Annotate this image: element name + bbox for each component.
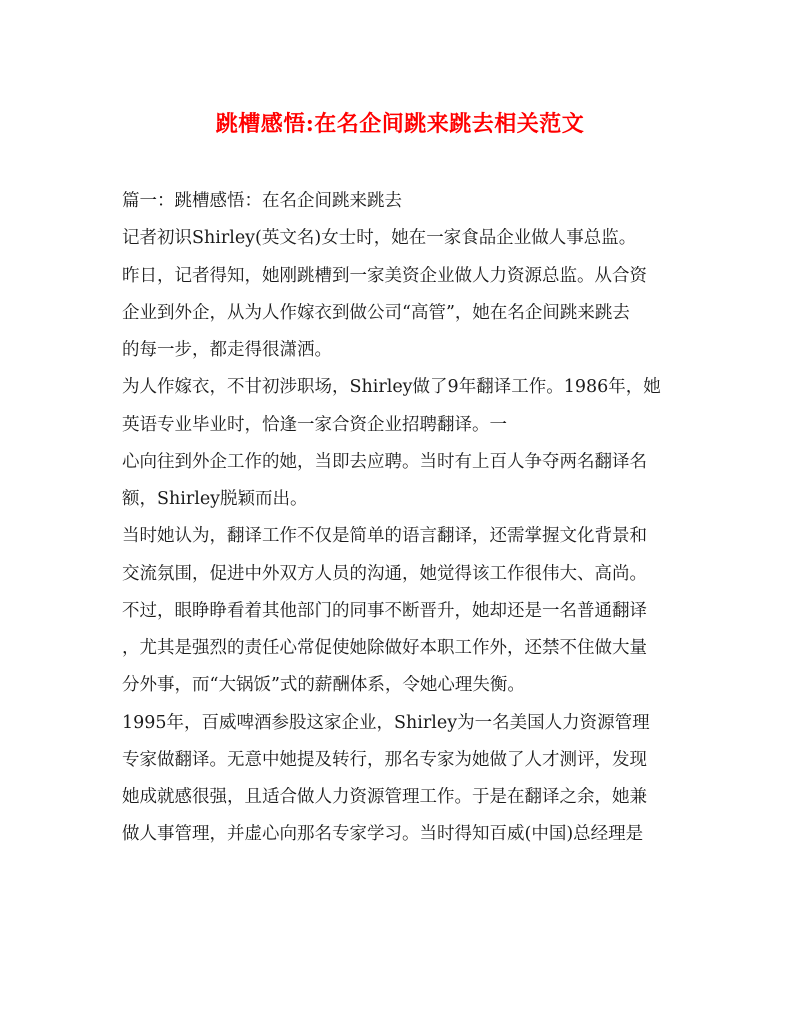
body-line: 做人事管理，并虚心向那名专家学习。当时得知百威(中国)总经理是 xyxy=(122,824,644,845)
body-line: 心向往到外企工作的她，当即去应聘。当时有上百人争夺两名翻译名 xyxy=(122,451,647,472)
body-line: 英语专业毕业时，恰逢一家合资企业招聘翻译。一 xyxy=(122,414,507,435)
body-line: 她成就感很强，且适合做人力资源管理工作。于是在翻译之余，她兼 xyxy=(122,787,647,807)
body-line: 1995年，百威啤酒参股这家企业，Shirley为一名美国人力资源管理 xyxy=(122,712,650,733)
body-line: 当时她认为，翻译工作不仅是简单的语言翻译，还需掌握文化背景和 xyxy=(122,526,647,547)
body-line: ，尤其是强烈的责任心常促使她除做好本职工作外，还禁不住做大量 xyxy=(122,638,647,658)
body-line: 不过，眼睁睁看着其他部门的同事不断晋升，她却还是一名普通翻译 xyxy=(122,600,647,621)
body-line: 的每一步，都走得很潇洒。 xyxy=(122,340,332,360)
document-title: 跳槽感悟:在名企间跳来跳去相关范文 xyxy=(215,111,585,137)
body-line: 记者初识Shirley(英文名)女士时，她在一家食品企业做人事总监。 xyxy=(122,228,637,249)
body-line: 昨日，记者得知，她刚跳槽到一家美资企业做人力资源总监。从合资 xyxy=(122,265,647,286)
document-body xyxy=(122,183,682,854)
body-line: 专家做翻译。无意中她提及转行，那名专家为她做了人才测评，发现 xyxy=(122,749,647,770)
body-line: 交流氛围，促进中外双方人员的沟通，她觉得该工作很伟大、高尚。 xyxy=(122,563,647,584)
body-line: 为人作嫁衣，不甘初涉职场，Shirley做了9年翻译工作。1986年，她 xyxy=(122,377,661,398)
body-line: 篇一：跳槽感悟：在名企间跳来跳去 xyxy=(122,191,402,211)
body-line: 额，Shirley脱颖而出。 xyxy=(122,489,308,509)
body-line: 企业到外企，从为人作嫁衣到做公司“高管”，她在名企间跳来跳去 xyxy=(122,302,630,323)
body-line: 分外事，而“大锅饭”式的薪酬体系，令她心理失衡。 xyxy=(122,675,525,696)
